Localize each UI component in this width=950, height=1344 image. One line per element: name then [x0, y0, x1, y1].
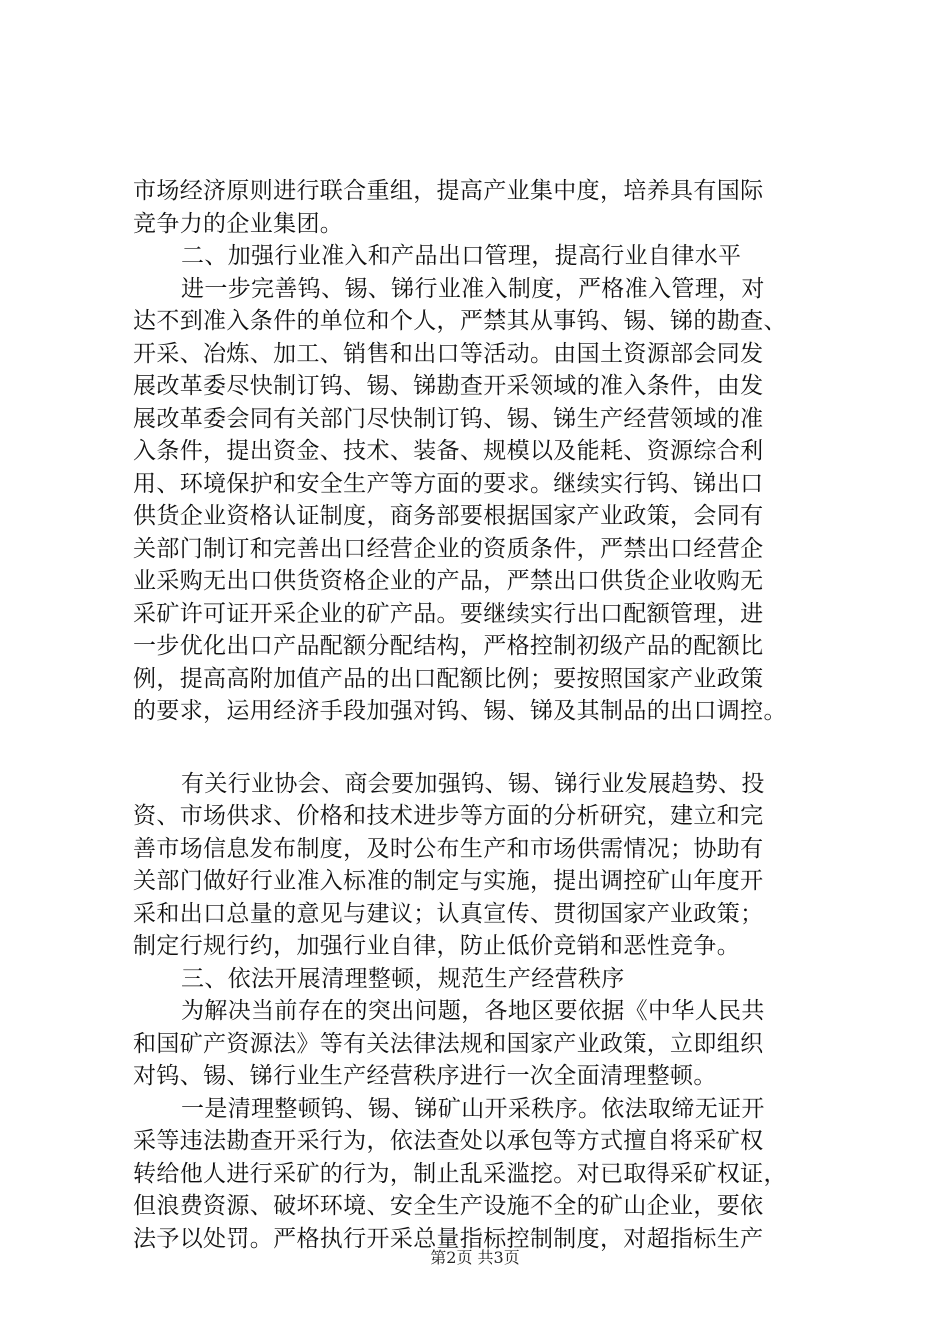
text-line: 达不到准入条件的单位和个人，严禁其从事钨、锡、锑的勘查、 [133, 308, 787, 334]
text-line: 一步优化出口产品配额分配结构，严格控制初级产品的配额比 [133, 633, 764, 659]
text-line: 展改革委会同有关部门尽快制订钨、锡、锑生产经营领域的准 [133, 405, 764, 432]
text-line: 入条件，提出资金、技术、装备、规模以及能耗、资源综合利 [133, 438, 764, 464]
text-line [133, 728, 853, 768]
text-line: 供货企业资格认证制度，商务部要根据国家产业政策，会同有 [133, 503, 764, 529]
text-line: 关部门制订和完善出口经营企业的资质条件，严禁出口经营企 [133, 535, 764, 562]
text-line: 例，提高高附加值产品的出口配额比例；要按照国家产业政策 [133, 665, 764, 692]
page-footer: 第2页 共3页 [430, 1248, 520, 1267]
text-line: 对钨、锡、锑行业生产经营秩序进行一次全面清理整顿。 [133, 1063, 717, 1089]
text-line: 竞争力的企业集团。 [133, 210, 344, 237]
text-line: 二、加强行业准入和产品出口管理，提高行业自律水平 [181, 243, 742, 269]
text-line: 业采购无出口供货资格企业的产品，严禁出口供货企业收购无 [133, 568, 764, 594]
text-line: 有关行业协会、商会要加强钨、锡、锑行业发展趋势、投 [181, 770, 765, 797]
text-line: 和国矿产资源法》等有关法律法规和国家产业政策，立即组织 [133, 1030, 764, 1057]
text-line: 资、市场供求、价格和技术进步等方面的分析研究，建立和完 [133, 803, 764, 829]
text-line: 三、依法开展清理整顿，规范生产经营秩序 [181, 965, 625, 992]
text-line: 善市场信息发布制度，及时公布生产和市场供需情况；协助有 [133, 835, 764, 862]
text-line: 关部门做好行业准入标准的制定与实施，提出调控矿山年度开 [133, 868, 764, 894]
text-line: 但浪费资源、破坏环境、安全生产设施不全的矿山企业，要依 [133, 1193, 764, 1219]
text-line: 采矿许可证开采企业的矿产品。要继续实行出口配额管理，进 [133, 600, 764, 627]
text-line: 市场经济原则进行联合重组，提高产业集中度，培养具有国际 [133, 178, 764, 204]
text-line: 采等违法勘查开采行为，依法查处以承包等方式擅自将采矿权 [133, 1128, 764, 1154]
text-line: 一是清理整顿钨、锡、锑矿山开采秩序。依法取缔无证开 [181, 1095, 765, 1122]
text-line: 进一步完善钨、锡、锑行业准入制度，严格准入管理，对 [181, 275, 765, 302]
text-line: 采和出口总量的意见与建议；认真宣传、贯彻国家产业政策； [133, 900, 764, 927]
text-line: 为解决当前存在的突出问题，各地区要依据《中华人民共 [181, 998, 765, 1024]
text-line: 法予以处罚。严格执行开采总量指标控制制度，对超指标生产 [133, 1225, 764, 1252]
text-line: 开采、冶炼、加工、销售和出口等活动。由国土资源部会同发 [133, 340, 764, 367]
text-line: 用、环境保护和安全生产等方面的要求。继续实行钨、锑出口 [133, 470, 764, 497]
document-body [133, 175, 853, 1255]
text-line: 制定行规行约，加强行业自律，防止低价竞销和恶性竞争。 [133, 933, 741, 959]
text-line: 展改革委尽快制订钨、锡、锑勘查开采领域的准入条件，由发 [133, 373, 764, 399]
text-line: 的要求，运用经济手段加强对钨、锡、锑及其制品的出口调控。 [133, 698, 787, 724]
text-line: 转给他人进行采矿的行为，制止乱采滥挖。对已取得采矿权证， [133, 1160, 787, 1187]
